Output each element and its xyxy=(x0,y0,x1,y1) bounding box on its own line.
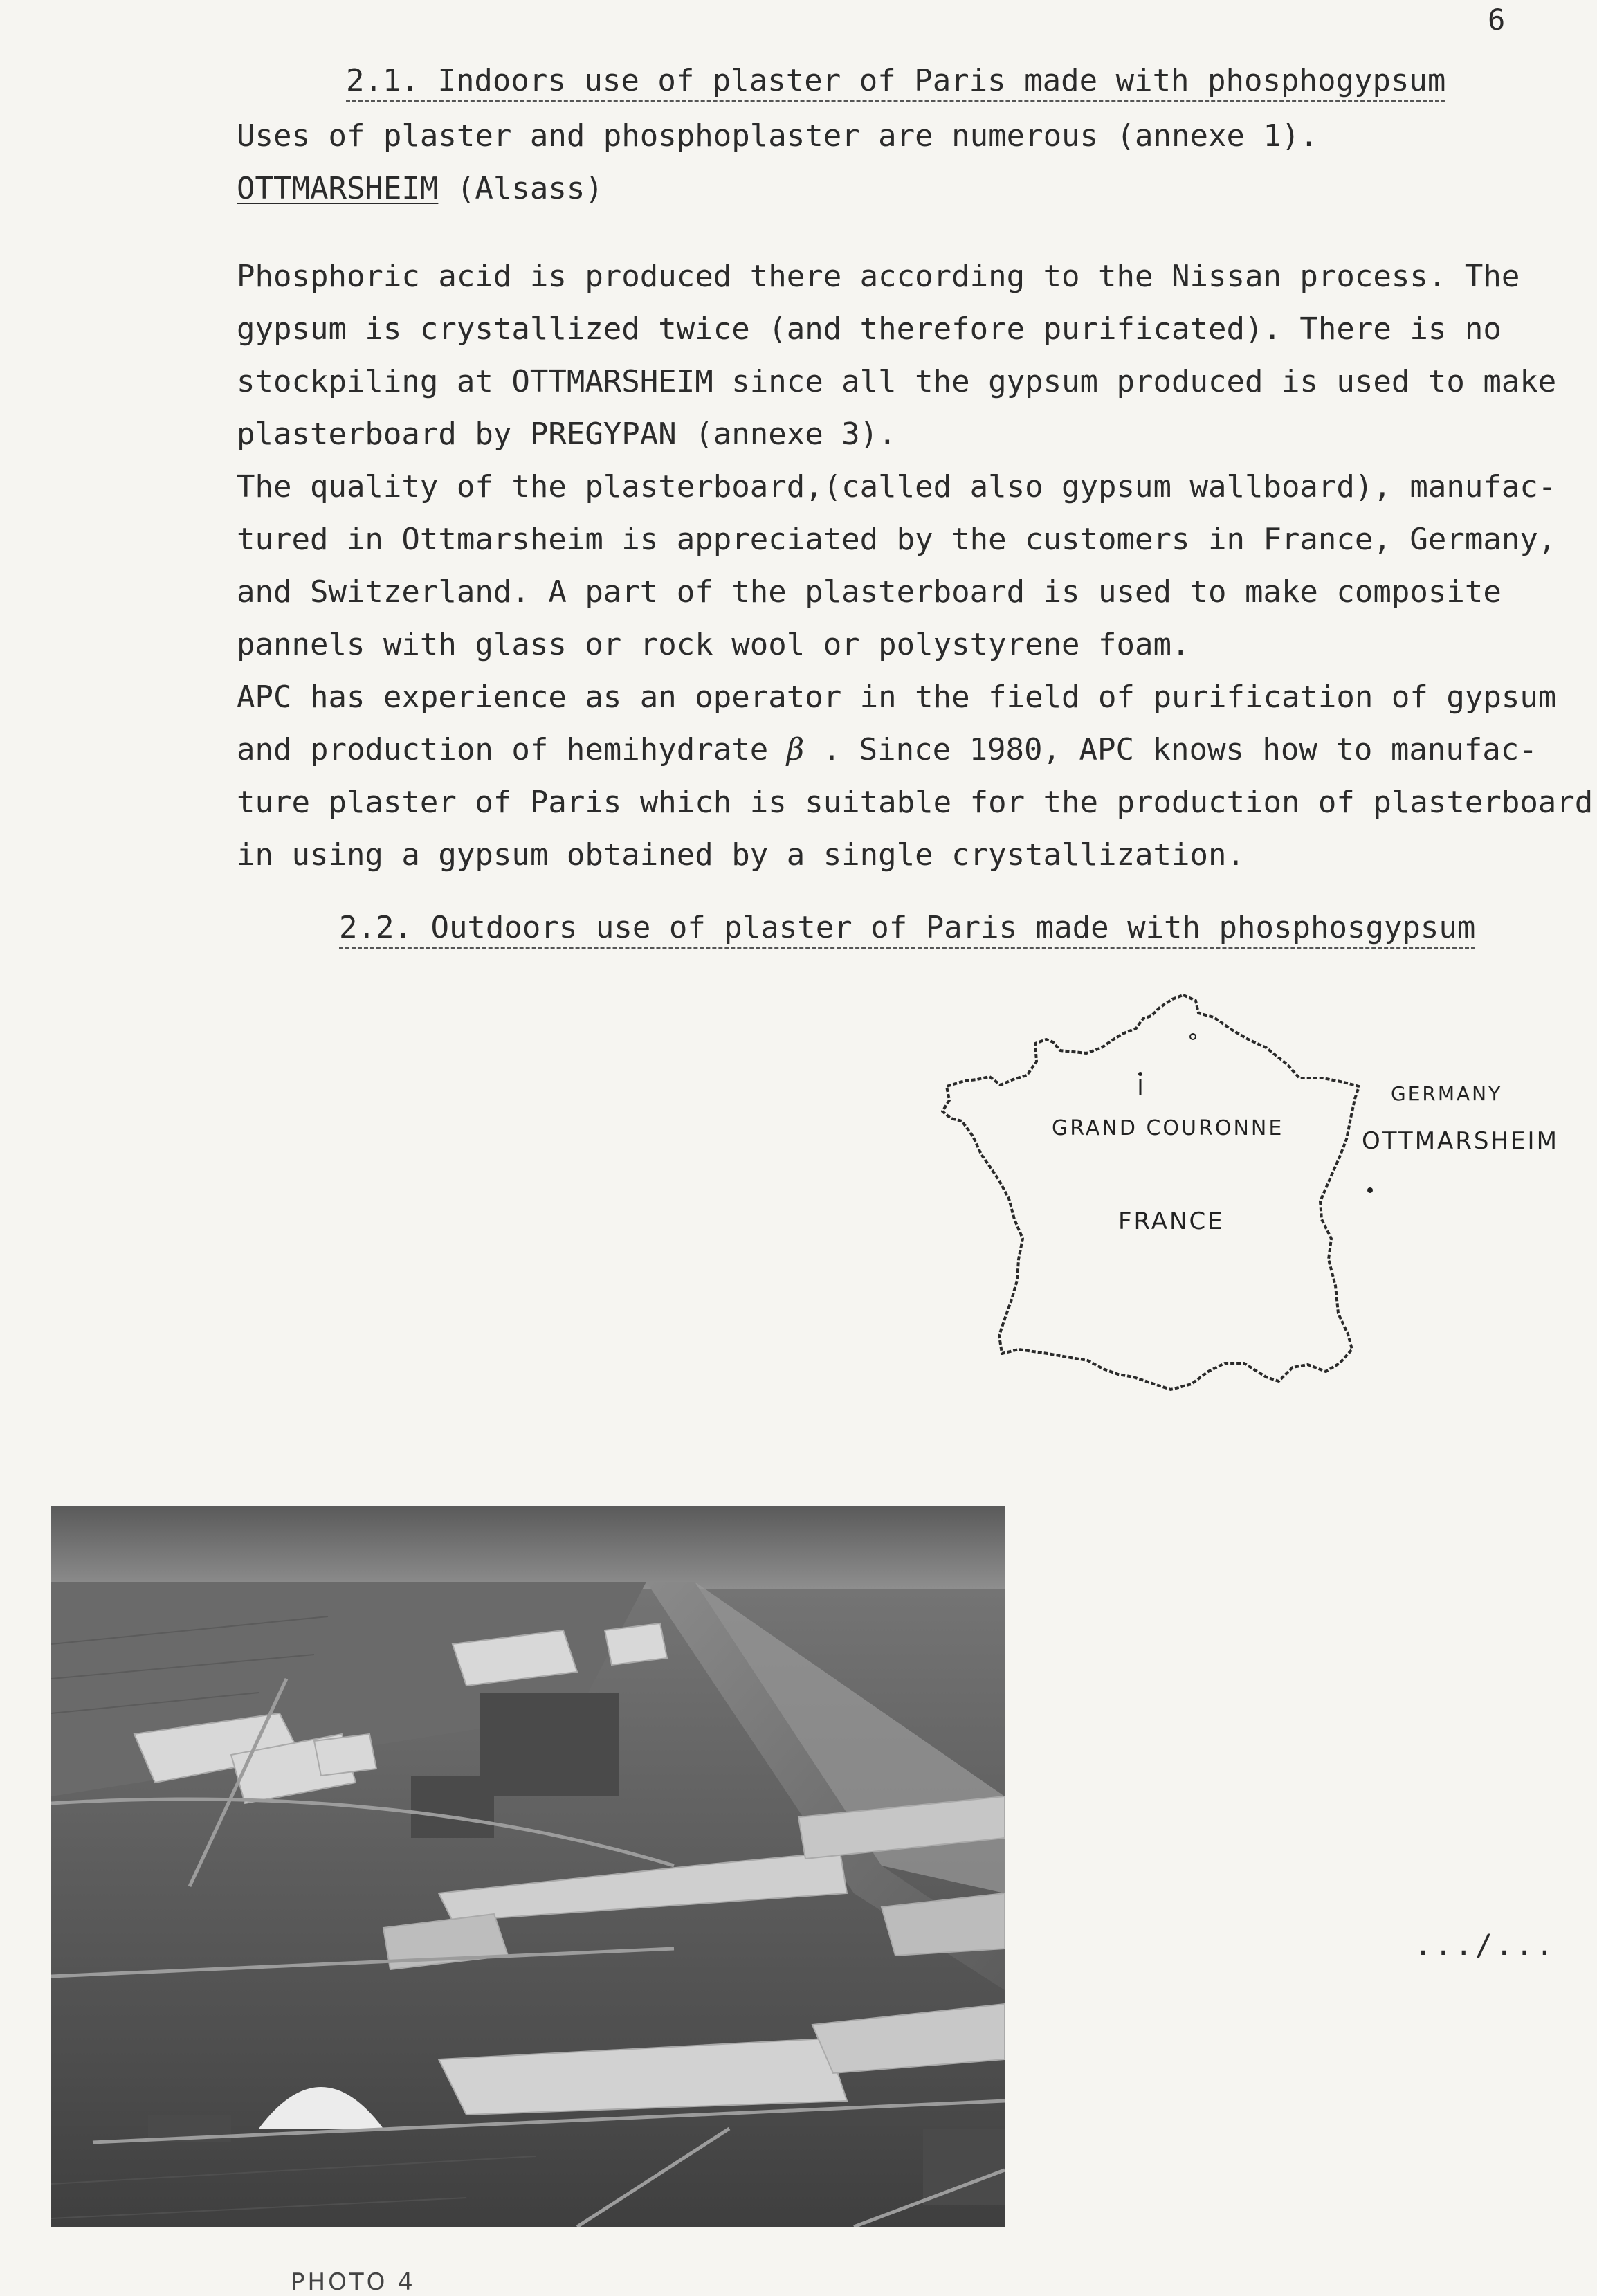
para3-line xyxy=(237,731,1537,769)
para3-text: . Since 1980, APC knows how to manufac- xyxy=(804,732,1537,767)
para2-line: tured in Ottmarsheim is appreciated by the customers in France, Germany, xyxy=(237,522,1557,557)
france-outline xyxy=(942,995,1359,1390)
para3-line: ture plaster of Paris which is suitable for the production of plasterboard xyxy=(237,785,1594,820)
location-line xyxy=(237,170,603,208)
para1-line: Phosphoric acid is produced there according to the Nissan process. The xyxy=(237,259,1520,294)
photo-caption: PHOTO 4 xyxy=(291,2268,416,2296)
para1-line: plasterboard by PREGYPAN (annexe 3). xyxy=(237,417,897,452)
location-region: (Alsass) xyxy=(438,171,603,206)
para3-line: in using a gypsum obtained by a single crystallization. xyxy=(237,837,1245,873)
france-map-sketch xyxy=(941,976,1597,1474)
para2-line: The quality of the plasterboard,(called also gypsum wallboard), manufac- xyxy=(237,469,1557,504)
map-label-ottmarsheim: OTTMARSHEIM xyxy=(1362,1127,1559,1155)
map-dot xyxy=(1190,1034,1196,1039)
beta-symbol: β xyxy=(786,732,805,767)
para2-line: pannels with glass or rock wool or polystyrene foam. xyxy=(237,627,1190,662)
map-label-grand-couronne: GRAND COURONNE xyxy=(1052,1116,1284,1140)
location-name: OTTMARSHEIM xyxy=(237,171,439,206)
aerial-photo xyxy=(51,1506,1005,2227)
para2-line: and Switzerland. A part of the plasterboard is used to make composite xyxy=(237,574,1502,610)
para3-text: and production of hemihydrate xyxy=(237,732,787,767)
section-2-1-heading: 2.1. Indoors use of plaster of Paris made with phosphogypsum xyxy=(346,64,1445,102)
map-label-france: FRANCE xyxy=(1118,1208,1225,1235)
para3-line: APC has experience as an operator in the field of purification of gypsum xyxy=(237,680,1557,715)
paris-dot xyxy=(1138,1072,1142,1076)
continuation-marker: .../... xyxy=(1414,1928,1557,1962)
para1-line: stockpiling at OTTMARSHEIM since all the gypsum produced is used to make xyxy=(237,364,1557,399)
section-2-2-heading: 2.2. Outdoors use of plaster of Paris made with phosphosgypsum xyxy=(339,911,1475,949)
intro-line: Uses of plaster and phosphoplaster are numerous (annexe 1). xyxy=(237,118,1318,154)
para1-line: gypsum is crystallized twice (and therefore purificated). There is no xyxy=(237,311,1502,347)
map-label-germany: GERMANY xyxy=(1391,1082,1503,1105)
page-number: 6 xyxy=(1488,3,1506,37)
ottmarsheim-dot xyxy=(1367,1187,1373,1193)
